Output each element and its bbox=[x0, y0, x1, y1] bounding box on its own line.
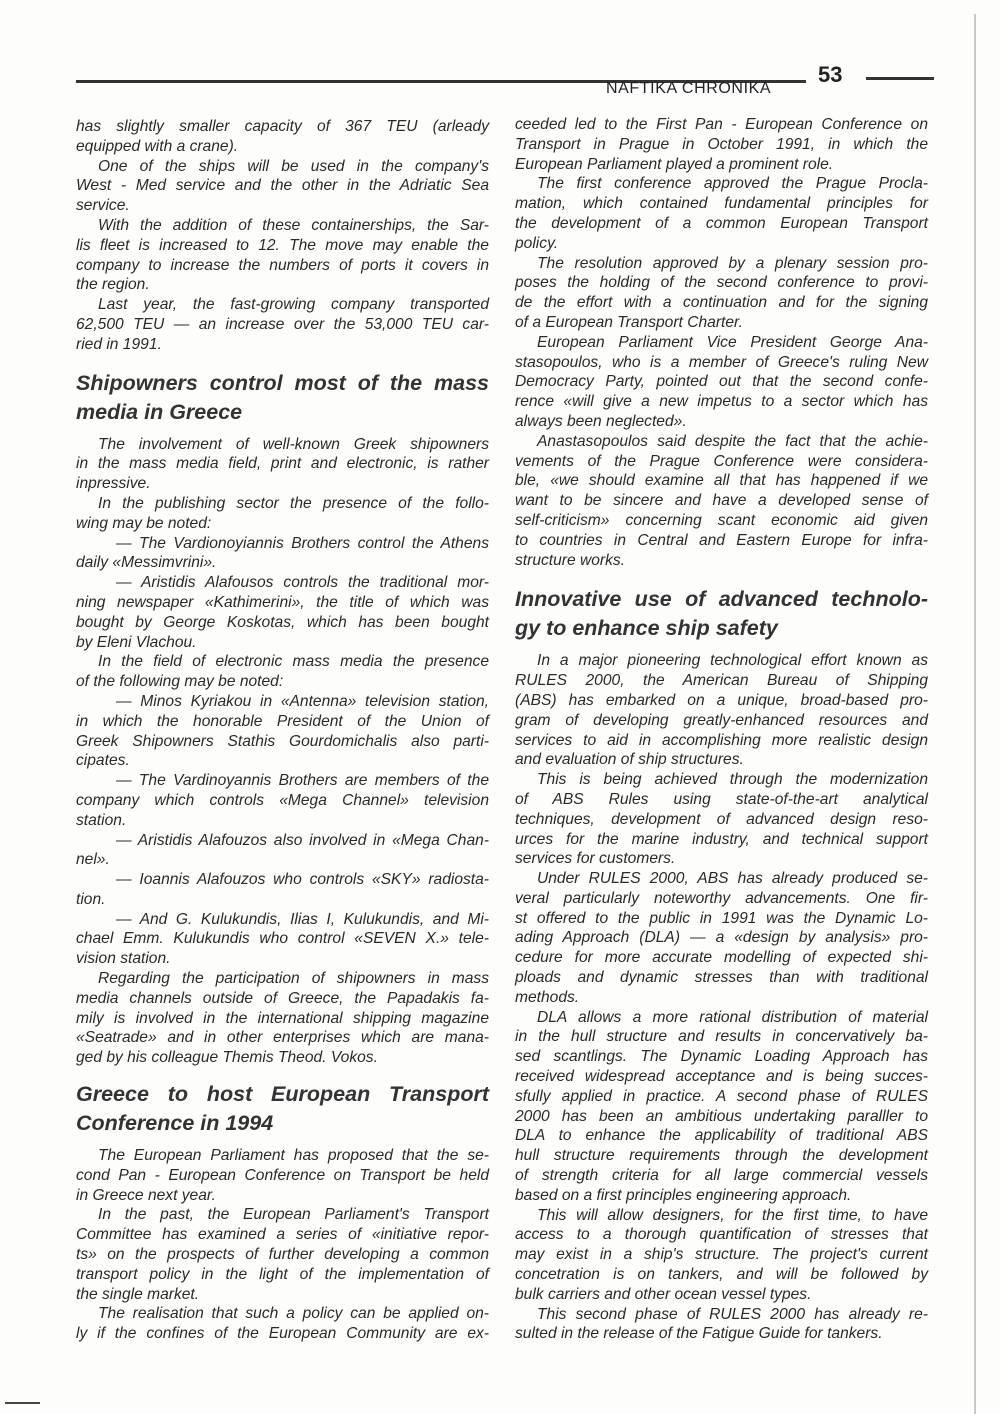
text-line: In a major pioneering technological effort known as bbox=[537, 652, 928, 670]
text-line: This is being achieved through the modernization bbox=[537, 771, 928, 789]
text-line: vision station. bbox=[76, 950, 171, 968]
headline-line: Greece to host European Transport bbox=[76, 1082, 489, 1107]
intro-continuation bbox=[76, 117, 489, 355]
right-column bbox=[515, 115, 928, 1344]
text-line: DLA allows a more rational distribution of material bbox=[537, 1008, 928, 1026]
text-line: cedure for more accurate modelling of expected shi- bbox=[515, 949, 928, 967]
text-line: and evaluation of ship structures. bbox=[515, 751, 744, 769]
text-line: the development of a common European Transport bbox=[515, 214, 928, 232]
text-line: ceeded led to the First Pan - European Conference on bbox=[515, 116, 928, 133]
headline-line: Shipowners control most of the mass bbox=[76, 370, 489, 395]
page-number: 53 bbox=[818, 62, 843, 87]
text-line: to countries in Central and Eastern Europe for infra- bbox=[515, 531, 928, 549]
text-line: With the addition of these containerships, the Sar- bbox=[98, 216, 489, 234]
text-line: company which controls «Mega Channel» television bbox=[76, 791, 489, 809]
text-line: — Ioannis Alafouzos who controls «SKY» radiosta- bbox=[116, 871, 489, 889]
text-line: structure works. bbox=[515, 551, 626, 569]
text-line: tion. bbox=[76, 890, 106, 908]
text-line: — Minos Kyriakou in «Antenna» television station, bbox=[116, 692, 489, 710]
headline-line: Conference in 1994 bbox=[76, 1111, 274, 1136]
text-line: always been neglected». bbox=[515, 412, 687, 430]
text-line: cond Pan - European Conference on Transport be held bbox=[76, 1166, 489, 1184]
text-line: ploads and dynamic stresses than with traditional bbox=[515, 969, 928, 987]
text-line: of a European Transport Charter. bbox=[515, 313, 743, 331]
text-line: hull structure requirements through the development bbox=[515, 1147, 928, 1165]
text-line: ble, «we should examine all that has happened if we bbox=[515, 472, 928, 490]
text-line: Democracy Party, pointed out that the second confe- bbox=[515, 373, 928, 391]
text-line: want to be sincere and have a developed sense of bbox=[515, 492, 928, 510]
article-body bbox=[76, 1146, 489, 1344]
article-ship-safety-technology bbox=[515, 585, 928, 1344]
text-line: received widespread acceptance and is being succes- bbox=[515, 1068, 928, 1086]
text-line: ning newspaper «Kathimerini», the title of which was bbox=[76, 593, 489, 611]
header-rule-right bbox=[866, 77, 934, 80]
text-line: The European Parliament has proposed that the se- bbox=[98, 1147, 489, 1165]
text-line: poses the holding of the second conference to provi- bbox=[515, 274, 928, 292]
text-line: may exist in a ship's structure. The project's current bbox=[515, 1246, 928, 1264]
article-shipowners-media bbox=[76, 369, 489, 1069]
headline-line: media in Greece bbox=[76, 399, 243, 424]
text-line: European Parliament Vice President George Ana- bbox=[537, 333, 928, 351]
article-headline bbox=[76, 1080, 489, 1138]
text-line: company to increase the numbers of ports it covers in bbox=[76, 256, 489, 274]
text-line: ly if the confines of the European Community are ex- bbox=[76, 1325, 489, 1343]
text-line: Anastasopoulos said despite the fact that the achie- bbox=[537, 432, 928, 450]
text-line: gram of developing greatly-enhanced resources and bbox=[515, 711, 928, 729]
left-column bbox=[76, 117, 489, 1344]
text-line: — The Vardionoyiannis Brothers control the Athens bbox=[116, 534, 489, 552]
text-line: 2000 has been an ambitious undertaking paralller to bbox=[515, 1107, 928, 1125]
footer-rule bbox=[5, 1402, 40, 1404]
text-line: In the past, the European Parliament's Transport bbox=[98, 1206, 489, 1224]
text-line: stasopoulos, who is a member of Greece's ruling New bbox=[515, 353, 928, 371]
text-line: veral particularly noteworthy advancements. One fir- bbox=[515, 889, 928, 907]
text-line: service. bbox=[76, 197, 130, 215]
article-body bbox=[515, 651, 928, 1344]
text-line: of strength criteria for all large commercial vessels bbox=[515, 1167, 928, 1185]
text-line: — Aristidis Alafouzos also involved in «Mega Chan- bbox=[116, 831, 489, 849]
text-line: services for customers. bbox=[515, 850, 676, 868]
text-line: RULES 2000, the American Bureau of Shipping bbox=[515, 672, 928, 690]
text-line: DLA to enhance the applicability of traditional ABS bbox=[515, 1127, 928, 1145]
text-line: In the field of electronic mass media the presence bbox=[98, 653, 489, 671]
text-line: This will allow designers, for the first time, to have bbox=[537, 1206, 928, 1224]
text-line: West - Med service and the other in the Adriatic Sea bbox=[76, 177, 489, 195]
text-line: transport policy in the light of the implementation of bbox=[76, 1265, 489, 1283]
text-line: The resolution approved by a plenary session pro- bbox=[537, 254, 928, 272]
text-line: (ABS) has embarked on a unique, broad-based pro- bbox=[515, 691, 928, 709]
text-line: access to a thorough quantification of stresses that bbox=[515, 1226, 928, 1244]
text-line: the single market. bbox=[76, 1285, 200, 1303]
text-line: urces for the marine industry, and technical support bbox=[515, 830, 928, 848]
text-line: media channels outside of Greece, the Papadakis fa- bbox=[76, 989, 489, 1007]
text-line: sulted in the release of the Fatigue Guide for tankers. bbox=[515, 1325, 883, 1343]
text-line: sed scantlings. The Dynamic Loading Approach has bbox=[515, 1048, 928, 1066]
text-line: of ABS Rules using state-of-the-art analytical bbox=[515, 790, 928, 808]
text-line: — Aristidis Alafousos controls the traditional mor- bbox=[116, 574, 489, 592]
text-line: self-criticism» concerning scant economic aid given bbox=[515, 511, 928, 529]
text-line: the region. bbox=[76, 276, 150, 294]
text-line: European Parliament played a prominent role. bbox=[515, 155, 834, 173]
text-line: The first conference approved the Prague Procla- bbox=[537, 175, 928, 193]
text-line: services to aid in accomplishing more realistic design bbox=[515, 731, 928, 749]
text-line: st offered to the public in 1991 was the Dynamic Lo- bbox=[515, 909, 928, 927]
text-line: nel». bbox=[76, 851, 110, 869]
text-line: methods. bbox=[515, 988, 580, 1006]
article-body bbox=[76, 435, 489, 1069]
article-headline bbox=[515, 585, 928, 643]
text-line: in which the honorable President of the Union of bbox=[76, 712, 489, 730]
text-line: techniques, development of advanced design reso- bbox=[515, 810, 928, 828]
text-line: de the effort with a continuation and for the signing bbox=[515, 294, 928, 312]
text-line: Under RULES 2000, ABS has already produced se- bbox=[537, 870, 928, 888]
text-line: of the following may be noted: bbox=[76, 673, 284, 691]
transport-conference-continuation bbox=[515, 115, 928, 570]
text-line: concetration is on tankers, and will be followed by bbox=[515, 1266, 928, 1284]
text-line: rence «will give a new impetus to a sector which has bbox=[515, 393, 928, 411]
text-line: Committee has examined a series of «initiative repor- bbox=[76, 1226, 489, 1244]
text-line: 62,500 TEU — an increase over the 53,000 TEU car- bbox=[76, 315, 489, 333]
text-line: by Eleni Vlachou. bbox=[76, 633, 197, 651]
text-line: Greek Shipowners Stathis Gourdomichalis also parti- bbox=[76, 732, 489, 750]
text-line: In the publishing sector the presence of the follo- bbox=[98, 494, 489, 512]
text-line: cipates. bbox=[76, 752, 130, 770]
page-edge bbox=[974, 14, 976, 1414]
text-line: Transport in Prague in October 1991, in which the bbox=[515, 135, 928, 153]
text-line: chael Emm. Kulukundis who control «SEVEN X.» tele- bbox=[76, 930, 489, 948]
text-line: wing may be noted: bbox=[76, 514, 212, 532]
text-line: ged by his colleague Themis Theod. Vokos. bbox=[76, 1049, 378, 1067]
text-line: policy. bbox=[515, 234, 559, 252]
text-line: Last year, the fast-growing company transported bbox=[98, 296, 489, 314]
text-line: in Greece next year. bbox=[76, 1186, 216, 1204]
text-line: The realisation that such a policy can be applied on- bbox=[98, 1305, 489, 1323]
text-line: One of the ships will be used in the company's bbox=[98, 157, 489, 175]
text-line: sfully applied in practice. A second phase of RULES bbox=[515, 1087, 928, 1105]
text-line: bought by George Koskotas, which has been bought bbox=[76, 613, 489, 631]
publication-title: NAFTIKA CHRONIKA bbox=[606, 80, 772, 97]
text-line: inpressive. bbox=[76, 475, 151, 493]
text-line: ried in 1991. bbox=[76, 335, 162, 353]
headline-line: Innovative use of advanced technolo- bbox=[515, 587, 928, 612]
text-line: lis fleet is increased to 12. The move may enable the bbox=[76, 236, 489, 254]
text-line: ading Approach (DLA) — a «design by analysis» pro- bbox=[515, 929, 928, 947]
text-line: station. bbox=[76, 811, 127, 829]
headline-line: gy to enhance ship safety bbox=[515, 616, 778, 641]
article-headline bbox=[76, 369, 489, 427]
article-transport-conference bbox=[76, 1080, 489, 1344]
text-line: mation, which contained fundamental principles for bbox=[515, 195, 928, 213]
text-line: bulk carriers and other ocean vessel types. bbox=[515, 1285, 812, 1303]
text-line: — The Vardinoyannis Brothers are members of the bbox=[116, 772, 489, 790]
text-line: Regarding the participation of shipowners in mass bbox=[98, 970, 489, 988]
text-line: ts» on the prospects of further developing a common bbox=[76, 1246, 489, 1264]
text-line: «Seatrade» and in other enterprises which are mana- bbox=[76, 1029, 489, 1047]
text-line: This second phase of RULES 2000 has already re- bbox=[537, 1305, 928, 1323]
text-line: mily is involved in the international shipping magazine bbox=[76, 1009, 489, 1027]
text-line: in the hull structure and results in concervatively ba- bbox=[515, 1028, 928, 1046]
text-line: daily «Messimvrini». bbox=[76, 554, 217, 572]
text-line: The involvement of well-known Greek shipowners bbox=[98, 435, 489, 453]
text-line: in the mass media field, print and electronic, is rather bbox=[76, 455, 489, 473]
text-line: equipped with a crane). bbox=[76, 137, 239, 155]
text-line: vements of the Prague Conference were considera- bbox=[515, 452, 928, 470]
text-line: has slightly smaller capacity of 367 TEU (arleady bbox=[76, 118, 489, 135]
text-line: based on a first principles engineering approach. bbox=[515, 1186, 852, 1204]
text-line: — And G. Kulukundis, Ilias I, Kulukundis, and Mi- bbox=[116, 910, 489, 928]
